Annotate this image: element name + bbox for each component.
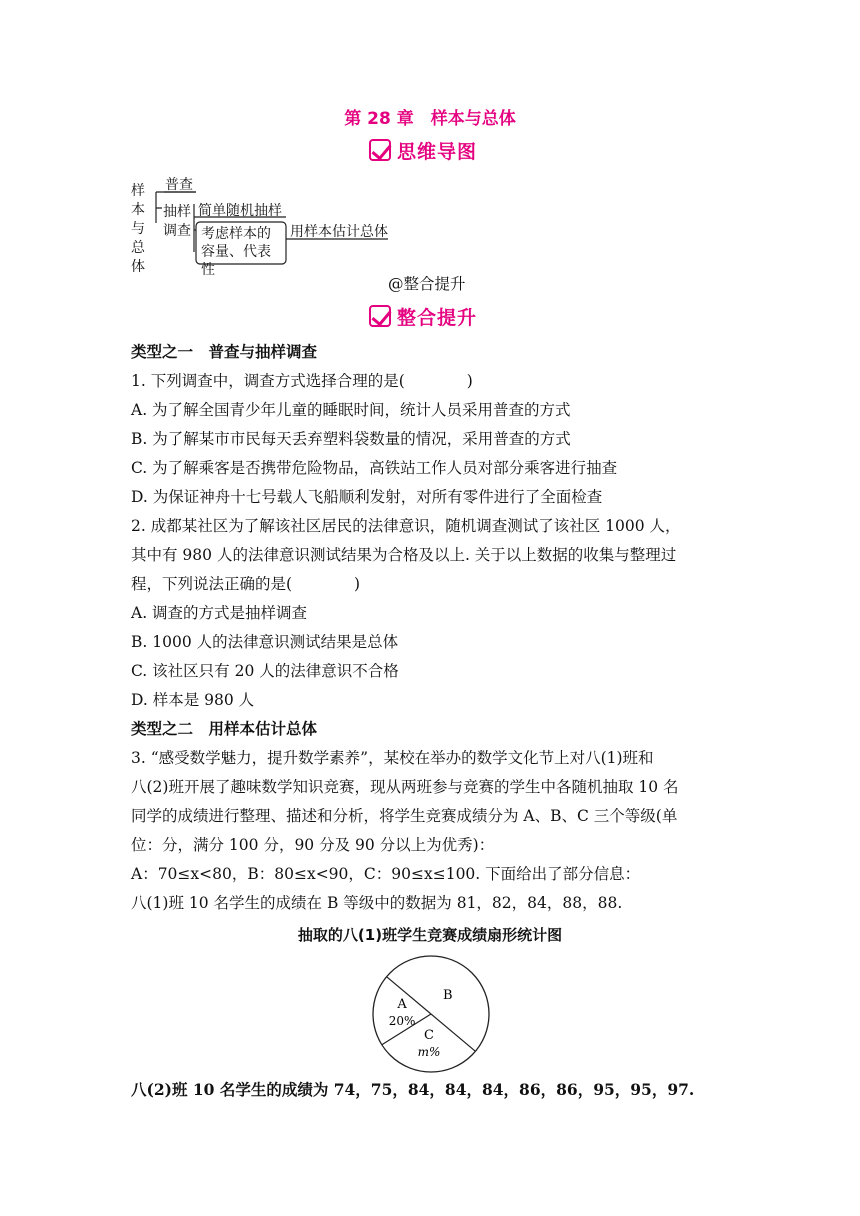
mindmap-banner-text: 思维导图	[397, 140, 478, 163]
q3-line: 3. “感受数学魅力，提升数学素养”，某校在举办的数学文化节上对八(1)班和	[131, 749, 654, 767]
q3-line: A：70≤x<80，B：80≤x<90，C：90≤x≤100. 下面给出了部分信息：	[131, 865, 641, 883]
mindmap-census: 普查	[165, 177, 193, 193]
q2-option-c: C. 该社区只有 20 人的法律意识不合格	[131, 662, 399, 680]
integration-banner-text: 整合提升	[397, 306, 478, 329]
pie-slice-label: B	[442, 988, 453, 1004]
pie-chart	[370, 955, 492, 1073]
integration-banner	[369, 303, 477, 329]
q3-line: 位：分，满分 100 分，90 分及 90 分以上为优秀)：	[131, 836, 495, 854]
q2-option-d: D. 样本是 980 人	[131, 691, 255, 709]
q3-line: 同学的成绩进行整理、描述和分析，将学生竞赛成绩分为 A、B、C 三个等级(单	[131, 807, 678, 825]
q2-option-b: B. 1000 人的法律意识测试结果是总体	[131, 633, 399, 651]
q1-stem: 1. 下列调查中，调查方式选择合理的是( )	[131, 372, 473, 390]
q1-option-a: A. 为了解全国青少年儿童的睡眠时间，统计人员采用普查的方式	[131, 401, 571, 419]
chapter-title: 第 28 章 样本与总体	[344, 109, 516, 129]
mindmap-simple-random: 简单随机抽样	[198, 203, 282, 219]
q2-stem-line: 程，下列说法正确的是( )	[131, 575, 361, 593]
q2-option-a: A. 调查的方式是抽样调查	[131, 604, 308, 622]
q2-stem-line: 其中有 980 人的法律意识测试结果为合格及以上. 关于以上数据的收集与整理过	[131, 546, 677, 564]
type1-heading: 类型之一 普查与抽样调查	[131, 343, 318, 361]
type2-heading: 类型之二 用样本估计总体	[131, 720, 318, 738]
mindmap-root: 样本与总体	[131, 183, 145, 275]
q3-line: 八(2)班开展了趣味数学知识竞赛，现从两班参与竞赛的学生中各随机抽取 10 名	[131, 778, 679, 796]
q1-option-b: B. 为了解某市市民每天丢弃塑料袋数量的情况，采用普查的方式	[131, 430, 571, 448]
mindmap-estimate: 用样本估计总体	[290, 224, 388, 240]
q2-stem-line: 2. 成都某社区为了解该社区居民的法律意识，随机调查测试了该社区 1000 人，	[131, 517, 681, 535]
pie-divider	[387, 977, 431, 1014]
q3-line: 八(1)班 10 名学生的成绩在 B 等级中的数据为 81，82，84，88，88.	[131, 894, 623, 912]
q3-class2-line: 八(2)班 10 名学生的成绩为 74，75，84，84，84，86，86，95，95，97.	[131, 1080, 695, 1099]
checkbox-icon	[369, 305, 391, 327]
q1-option-d: D. 为保证神舟十七号载人飞船顺利发射，对所有零件进行了全面检查	[131, 488, 603, 506]
pie-slice-value: m%	[417, 1044, 441, 1059]
mindmap-consider: 考虑样本的容量、代表性	[201, 226, 271, 278]
q1-option-c: C. 为了解乘客是否携带危险物品，高铁站工作人员对部分乘客进行抽查	[131, 459, 618, 477]
pie-slice-label: C	[424, 1027, 434, 1043]
pie-slice-label: A	[397, 996, 407, 1012]
chart-title: 抽取的八(1)班学生竞赛成绩扇形统计图	[297, 926, 563, 944]
section-anchor: @整合提升	[388, 275, 466, 293]
mindmap-lines	[0, 0, 860, 280]
pie-slice-value: 20%	[388, 1013, 416, 1028]
mindmap-sampling: 抽样调查	[163, 204, 191, 239]
